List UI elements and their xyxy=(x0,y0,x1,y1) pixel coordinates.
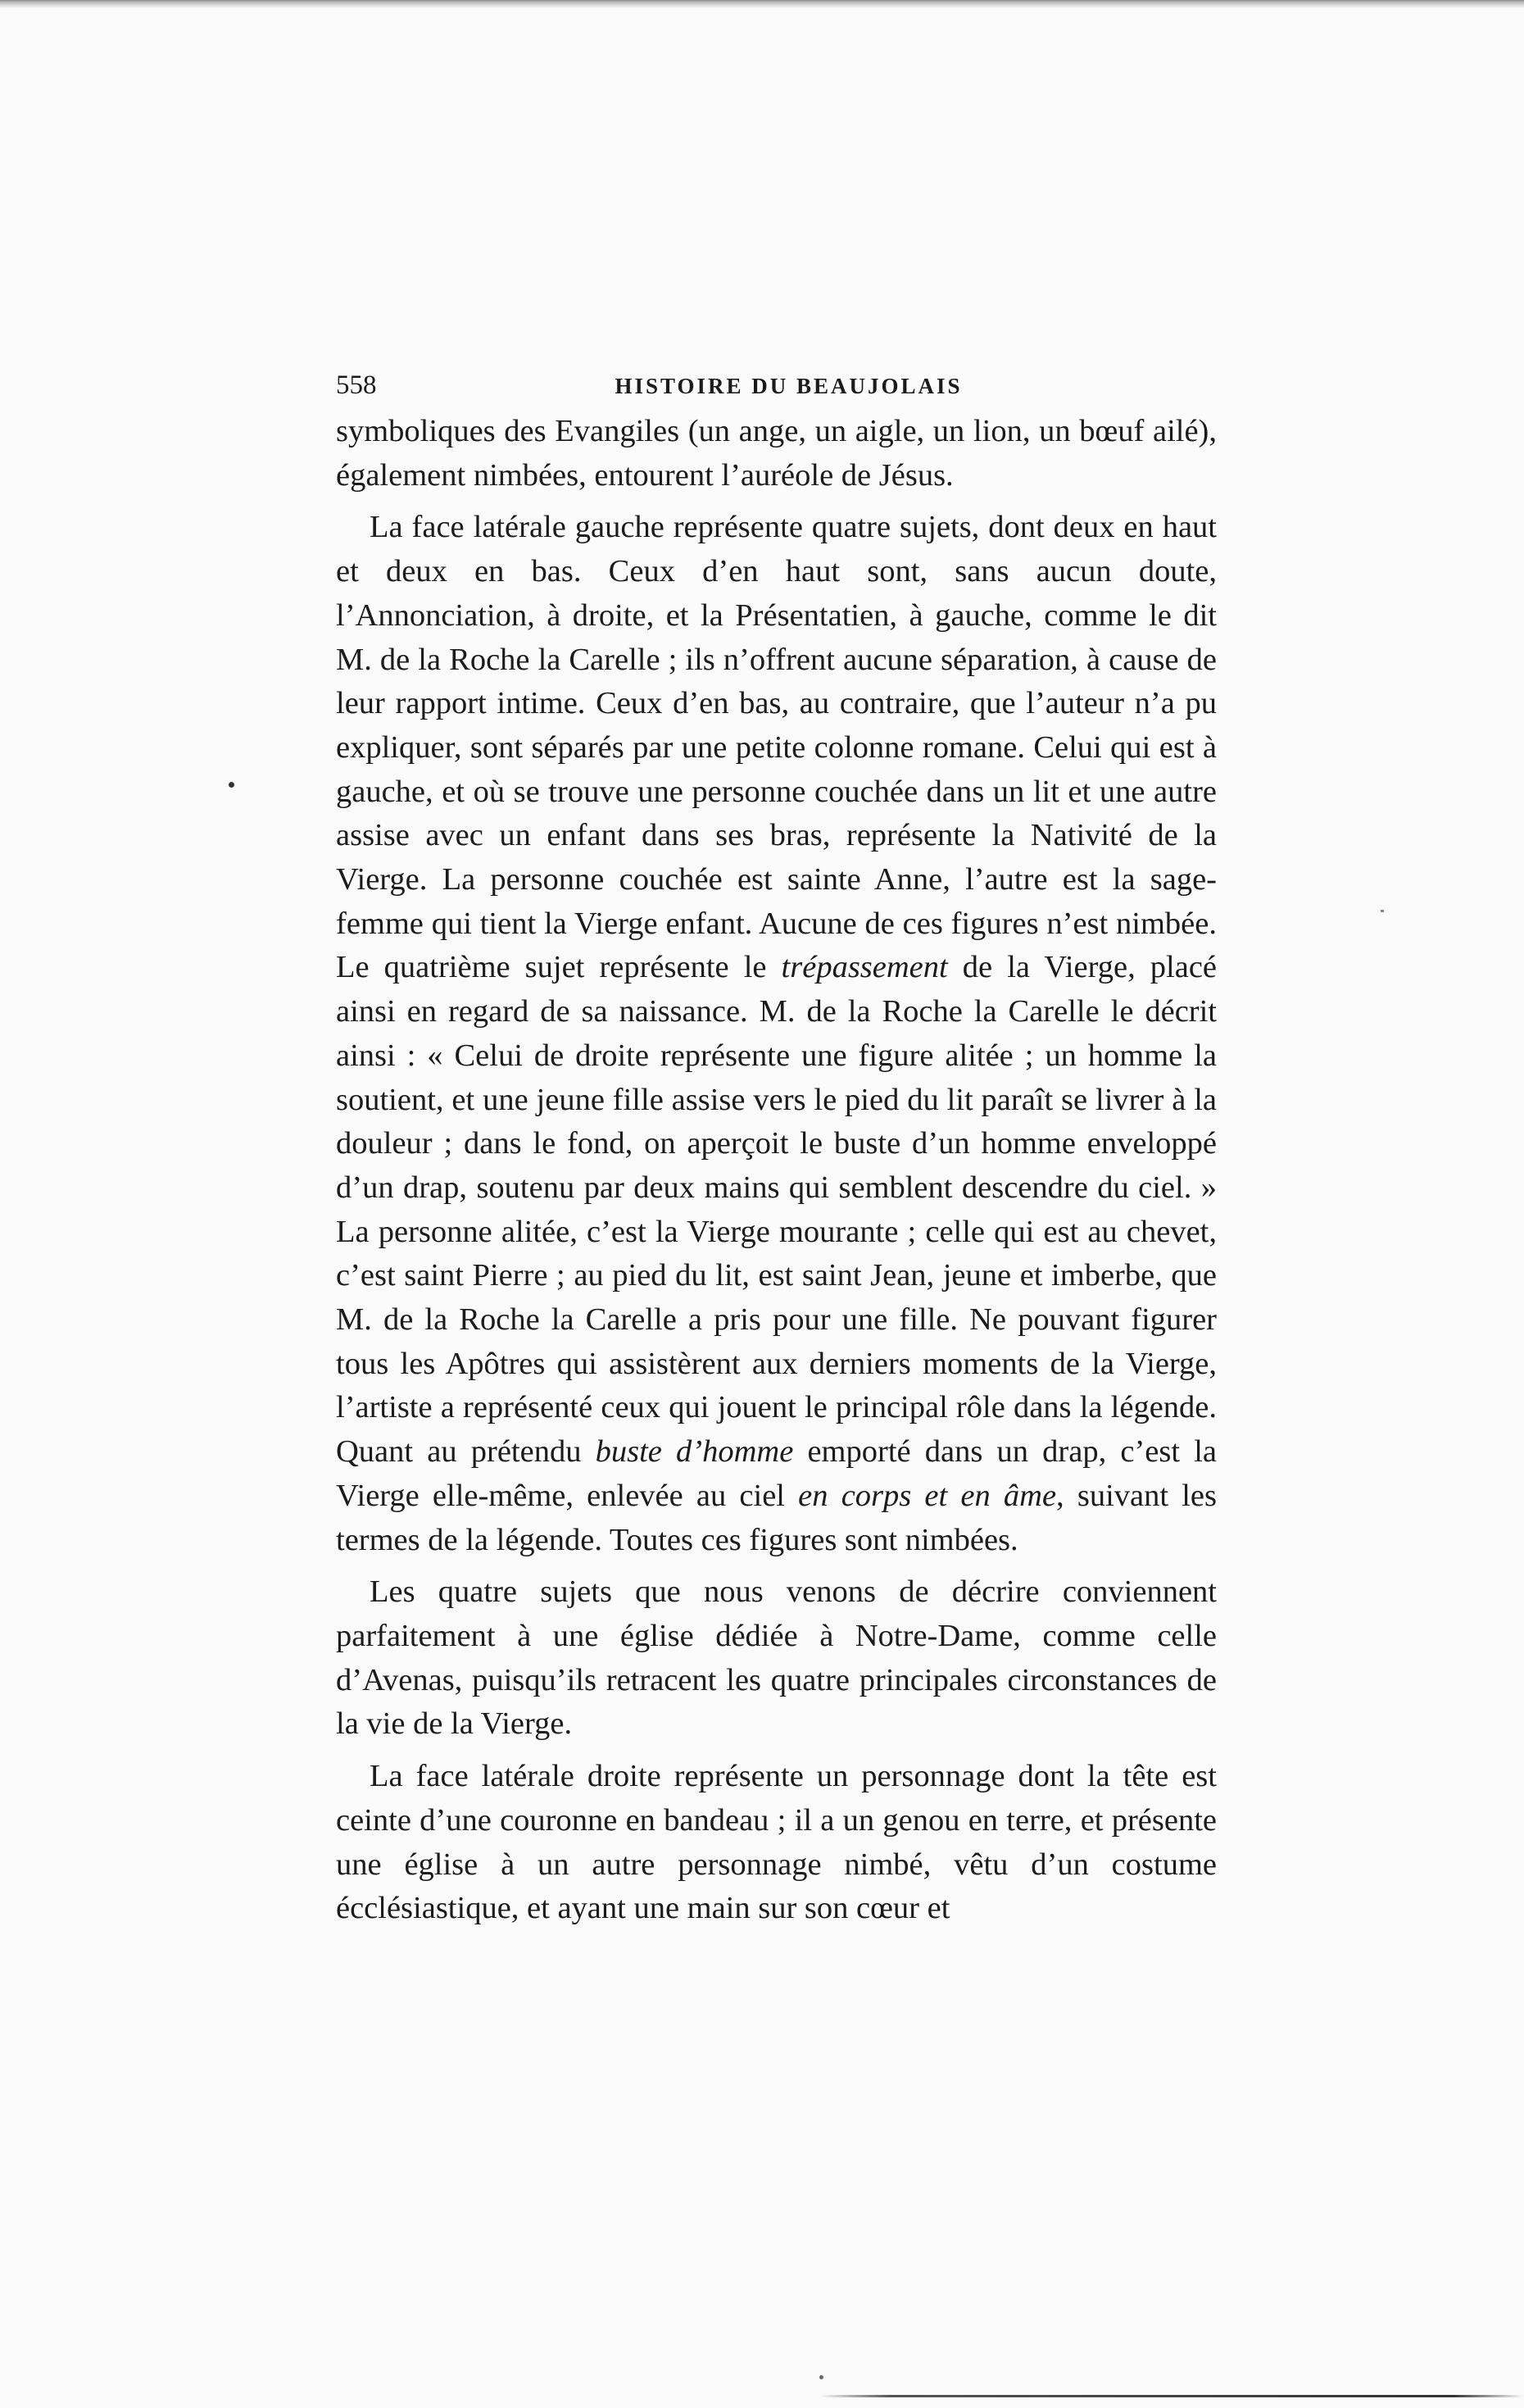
scan-bottom-edge xyxy=(819,2395,1524,2397)
paragraph-text: emporté dans un drap, c’est la Vierge elle-même, enlevée au ciel xyxy=(336,1434,1217,1513)
paragraph-text: La face latérale droite représente un personnage dont la tête est ceinte d’une couronne en bandeau ; il a un genou en terre, et présente une église à un autre personnage nimbé, vêtu d’un costume écclésiastique, et ayant une main sur son cœur et xyxy=(336,1759,1217,1926)
page-number: 558 xyxy=(336,370,377,400)
margin-speck xyxy=(229,782,234,788)
paragraph-text: symboliques des Evangiles (un ange, un aigle, un lion, un bœuf ailé), également nimbées, entourent l’auréole de Jésus. xyxy=(336,414,1217,493)
paragraph xyxy=(336,1570,1217,1747)
body-text xyxy=(336,410,1217,1931)
italic-text: trépassement xyxy=(781,950,948,985)
paragraph-text: Les quatre sujets que nous venons de décrire conviennent parfaitement à une église dédiée à Notre-Dame, comme celle d’Avenas, puisqu’ils retracent les quatre principales circonstances de la vie de la Vierge. xyxy=(336,1574,1217,1742)
italic-text: buste d’homme xyxy=(595,1434,794,1470)
paragraph-text: de la Vierge, placé ainsi en regard de sa naissance. M. de la Roche la Carelle le décrit ainsi : « Celui de droite représente une figure alitée ; un homme la soutient, et une jeune fille assise vers le pied du lit paraît se livrer à la douleur ; dans le fond, on aperçoit le buste d’un homme enveloppé d’un drap, soutenu par deux mains qui semblent descendre du ciel. » La personne alitée, c’est la Vierge mourante ; celle qui est au chevet, c’est saint Pierre ; au pied du lit, est saint Jean, jeune et imberbe, que M. de la Roche la Carelle a pris pour une fille. Ne pouvant figurer tous les Apôtres qui assistèrent aux derniers moments de la Vierge, l’artiste a représenté ceux qui jouent le principal rôle dans la légende. Quant au prétendu xyxy=(336,950,1217,1470)
book-page xyxy=(336,370,1217,1939)
paragraph xyxy=(336,1755,1217,1931)
paragraph-text: La face latérale gauche représente quatre sujets, dont deux en haut et deux en bas. Ceux d’en haut sont, sans aucun doute, l’Annonciation, à droite, et la Présentatien, à gauche, comme le dit M. de la Roche la Carelle ; ils n’offrent aucune séparation, à cause de leur rapport intime. Ceux d’en bas, au contraire, que l’auteur n’a pu expliquer, sont séparés par une petite colonne romane. Celui qui est à gauche, et où se trouve une personne couchée dans un lit et une autre assise avec un enfant dans ses bras, représente la Nativité de la Vierge. La personne couchée est sainte Anne, l’autre est la sage-femme qui tient la Vierge enfant. Aucune de ces figures n’est nimbée. Le quatrième sujet représente le xyxy=(336,510,1217,985)
scan-top-edge xyxy=(0,0,1524,8)
paragraph-text: , suivant les termes de la légende. Toutes ces figures sont nimbées. xyxy=(336,1478,1218,1557)
italic-text: en corps et en âme xyxy=(798,1478,1057,1513)
paragraph xyxy=(336,410,1217,498)
stray-mark xyxy=(1381,910,1384,912)
paragraph xyxy=(336,506,1217,1562)
running-title: HISTOIRE DU BEAUJOLAIS xyxy=(615,374,963,398)
running-head xyxy=(336,370,1217,410)
bottom-speck xyxy=(819,2375,823,2379)
